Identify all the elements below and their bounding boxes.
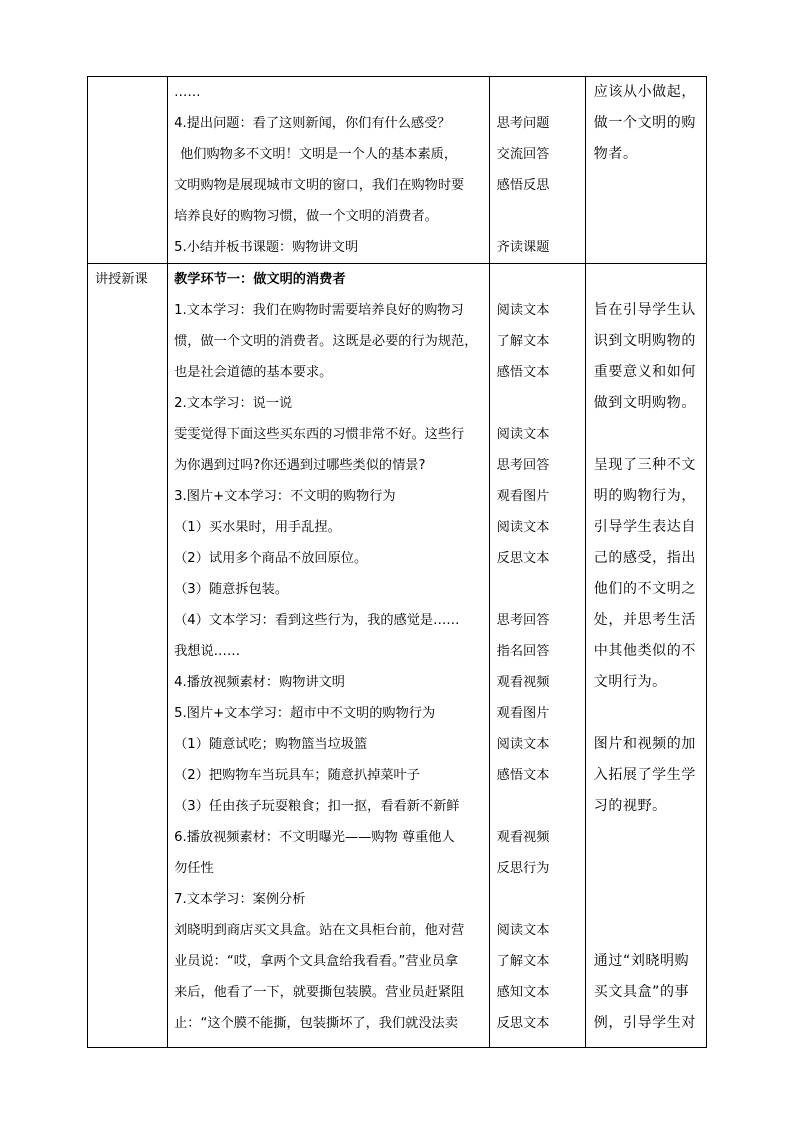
text-line: 明的购物行为，: [593, 488, 696, 504]
text-line: 思考回答: [496, 458, 550, 473]
text-line: 2.文本学习：说一说: [174, 396, 293, 411]
text-line: 为你遇到过吗?你还遇到过哪些类似的情景?: [174, 458, 426, 473]
text-line: 他们的不文明之: [593, 581, 696, 597]
table-row-intro: [88, 77, 707, 264]
text-line: 思考回答: [496, 613, 550, 628]
text-line: 观看视频: [496, 830, 550, 845]
design-intent-cell: [585, 77, 706, 264]
text-line: 通过“刘晓明购: [593, 953, 690, 969]
teaching-activity-cell: [168, 264, 490, 1048]
text-line: 齐读课题: [496, 240, 550, 255]
text-line: 呈现了三种不文: [593, 457, 696, 473]
text-line: 阅读文本: [496, 427, 550, 442]
text-line: （4）文本学习：看到这些行为，我的感觉是……: [174, 613, 460, 628]
teaching-activity-cell: [168, 77, 490, 264]
text-line: 处，并思考生活: [593, 612, 696, 628]
text-line: 1.文本学习：我们在购物时需要培养良好的购物习: [174, 303, 464, 318]
text-line: 应该从小做起，: [593, 84, 696, 100]
text-line: 指名回答: [496, 644, 550, 659]
text-line: 旨在引导学生认: [593, 302, 696, 318]
text-line: （3）任由孩子玩耍粮食；扣一抠，看看新不新鲜: [174, 799, 460, 814]
text-line: 感悟文本: [496, 768, 550, 783]
text-line: 观看图片: [496, 706, 550, 721]
text-line: [586, 822, 706, 853]
text-line: 3.图片+文本学习：不文明的购物行为: [174, 489, 396, 504]
text-line: 感悟文本: [496, 365, 550, 380]
text-line: 反思文本: [496, 551, 550, 566]
text-line: （1）买水果时，用手乱捏。: [174, 520, 341, 535]
text-line: 6.播放视频素材：不文明曝光——购物 尊重他人: [174, 830, 455, 845]
text-line: ……: [174, 85, 201, 100]
text-line: 识到文明购物的: [593, 333, 696, 349]
text-line: 观看图片: [496, 489, 550, 504]
text-line: 7.文本学习：案例分析: [174, 892, 306, 907]
text-line: 阅读文本: [496, 737, 550, 752]
text-line: 文明购物是展现城市文明的窗口，我们在购物时要: [174, 178, 465, 193]
text-line: 引导学生表达自: [593, 519, 696, 535]
text-line: 也是社会道德的基本要求。: [174, 365, 333, 380]
text-line: 5.小结并板书课题：购物讲文明: [174, 240, 359, 255]
text-line: 业员说：“哎，拿两个文具盒给我看看。”营业员拿: [174, 954, 459, 969]
text-line: 他们购物多不文明！文明是一个人的基本素质，: [180, 147, 458, 162]
text-line: [490, 574, 585, 605]
text-line: 重要意义和如何: [593, 364, 696, 380]
text-line: [586, 419, 706, 450]
text-line: 买文具盒”的事: [593, 984, 690, 1000]
design-intent-cell: [585, 264, 706, 1048]
text-line: [490, 791, 585, 822]
text-line: 了解文本: [496, 334, 550, 349]
text-line: 交流回答: [496, 147, 550, 162]
text-line: 4.提出问题：看了这则新闻，你们有什么感受？: [174, 116, 451, 131]
text-line: 物者。: [593, 146, 638, 162]
text-line: 文明行为。: [593, 674, 667, 690]
text-line: [586, 264, 706, 295]
text-line: [586, 853, 706, 884]
text-line: 勿任性: [174, 861, 214, 876]
text-line: 4.播放视频素材：购物讲文明: [174, 675, 345, 690]
text-line: 图片和视频的加: [593, 736, 696, 752]
text-line: 了解文本: [496, 954, 550, 969]
text-line: 感悟反思: [496, 178, 550, 193]
text-line: 阅读文本: [496, 303, 550, 318]
text-line: 做一个文明的购: [593, 115, 696, 131]
text-line: 雯雯觉得下面这些买东西的习惯非常不好。这些行: [174, 427, 465, 442]
text-line: （2）把购物车当玩具车；随意扒掉菜叶子: [174, 768, 420, 783]
text-line: 培养良好的购物习惯，做一个文明的消费者。: [174, 209, 438, 224]
text-line: 讲授新课: [95, 272, 148, 287]
text-line: [586, 170, 706, 201]
text-line: 观看视频: [496, 675, 550, 690]
text-line: 来后，他看了一下，就要撕包装膜。营业员赶紧阻: [174, 985, 465, 1000]
text-line: 阅读文本: [496, 520, 550, 535]
text-line: [490, 264, 585, 295]
text-line: 中其他类似的不: [593, 643, 696, 659]
text-line: [490, 388, 585, 419]
text-line: [490, 884, 585, 915]
text-line: 思考问题: [496, 116, 550, 131]
stage-cell: [88, 77, 168, 264]
student-activity-cell: [489, 264, 585, 1048]
text-line: 止：“这个膜不能撕，包装撕坏了，我们就没法卖: [174, 1016, 458, 1031]
text-line: 己的感受，指出: [593, 550, 696, 566]
text-line: [490, 77, 585, 108]
text-line: 习的视野。: [593, 798, 667, 814]
text-line: 做到文明购物。: [593, 395, 696, 411]
text-line: 例，引导学生对: [593, 1015, 696, 1031]
text-line: 反思行为: [496, 861, 550, 876]
text-line: 感知文本: [496, 985, 550, 1000]
text-line: 反思文本: [496, 1016, 550, 1031]
text-line: [490, 201, 585, 232]
stage-cell: [88, 264, 168, 1048]
text-line: 入拓展了学生学: [593, 767, 696, 783]
text-line: [586, 201, 706, 232]
text-line: （1）随意试吃；购物篮当垃圾篮: [174, 737, 368, 752]
student-activity-cell: [489, 77, 585, 264]
text-line: 惯，做一个文明的消费者。这既是必要的行为规范，: [174, 334, 478, 349]
text-line: （2）试用多个商品不放回原位。: [174, 551, 368, 566]
table-row-new-lesson: [88, 264, 707, 1048]
text-line: 我想说……: [174, 644, 241, 659]
text-line: [586, 915, 706, 946]
text-line: 阅读文本: [496, 923, 550, 938]
text-line: 5.图片+文本学习：超市中不文明的购物行为: [174, 706, 436, 721]
text-line: [586, 232, 706, 263]
text-line: （3）随意拆包装。: [174, 582, 289, 597]
text-line: 刘晓明到商店买文具盒。站在文具柜台前，他对营: [174, 923, 465, 938]
text-line: [586, 698, 706, 729]
lesson-plan-table: [87, 76, 707, 1048]
text-line: [586, 884, 706, 915]
text-line: 教学环节一：做文明的消费者: [174, 272, 346, 287]
